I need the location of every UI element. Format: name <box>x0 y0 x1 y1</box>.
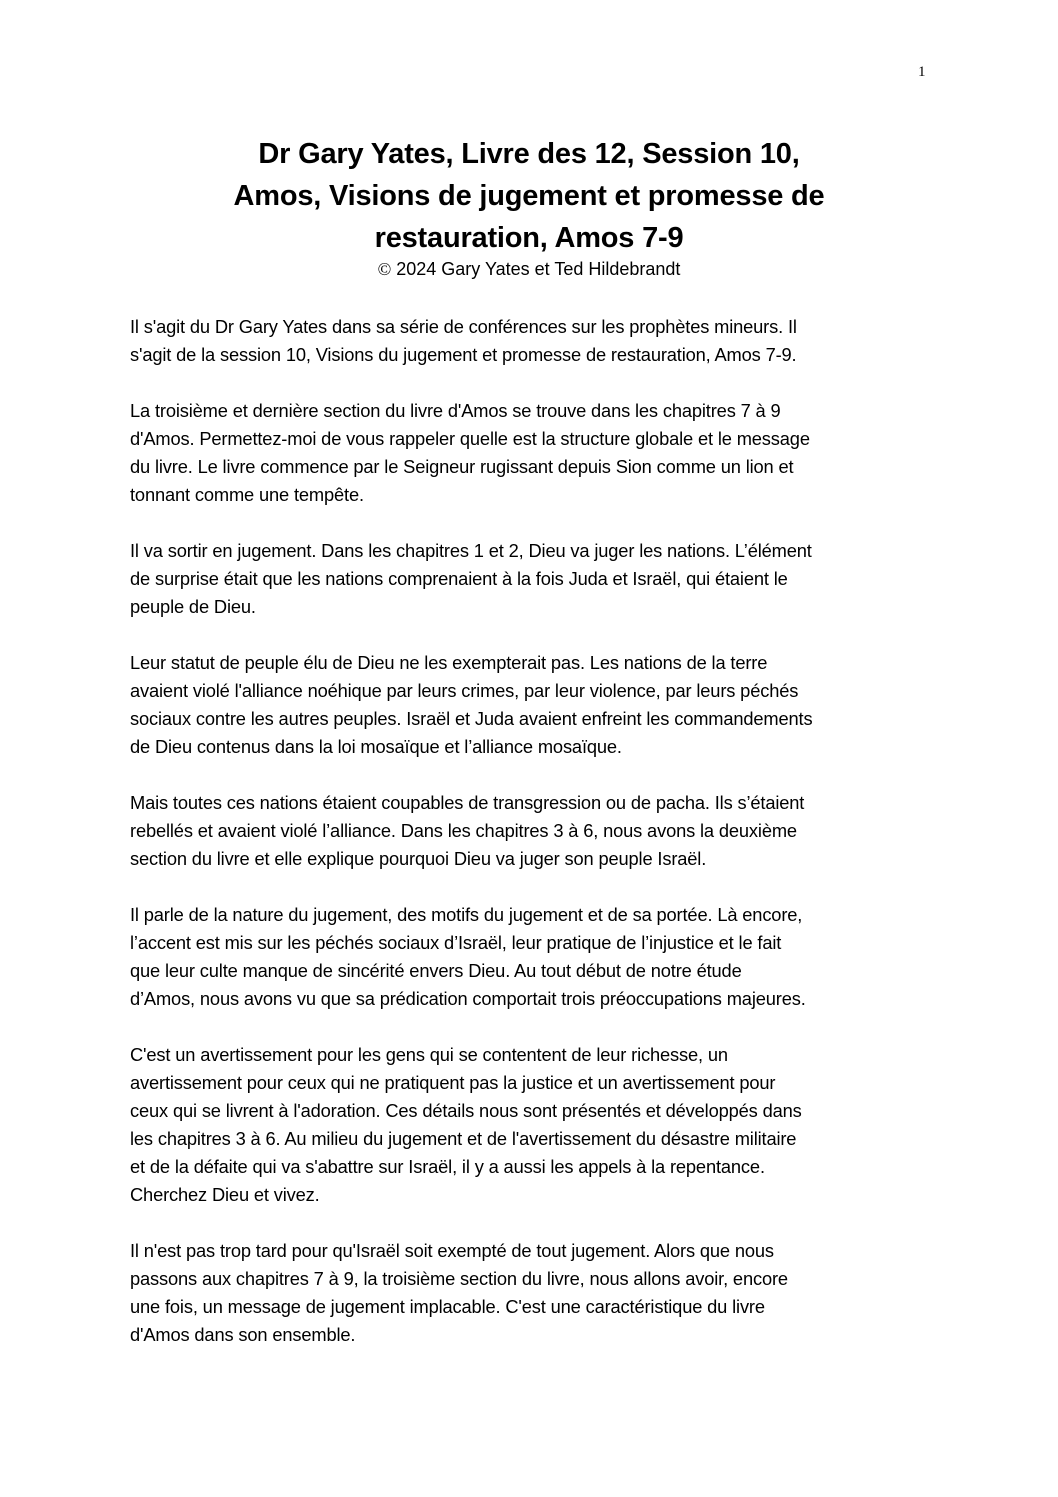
document-title-block <box>120 133 938 281</box>
text-line: avaient violé l'alliance noéhique par leurs crimes, par leur violence, par leurs péchés <box>130 680 799 701</box>
text-line: rebellés et avaient violé l’alliance. Dans les chapitres 3 à 6, nous avons la deuxième <box>130 820 797 841</box>
text-line: une fois, un message de jugement implacable. C'est une caractéristique du livre <box>130 1296 765 1317</box>
text-line: de Dieu contenus dans la loi mosaïque et l’alliance mosaïque. <box>130 736 622 757</box>
text-line: du livre. Le livre commence par le Seigneur rugissant depuis Sion comme un lion et <box>130 456 794 477</box>
paragraph-8 <box>130 1237 942 1349</box>
text-line: Il parle de la nature du jugement, des motifs du jugement et de sa portée. Là encore, <box>130 904 803 925</box>
paragraph-5 <box>130 789 942 873</box>
text-line: peuple de Dieu. <box>130 596 256 617</box>
text-line: de surprise était que les nations comprenaient à la fois Juda et Israël, qui étaient le <box>130 568 788 589</box>
text-line: tonnant comme une tempête. <box>130 484 364 505</box>
text-line: que leur culte manque de sincérité envers Dieu. Au tout début de notre étude <box>130 960 742 981</box>
copyright-symbol: © <box>377 259 392 279</box>
text-line: Il n'est pas trop tard pour qu'Israël soit exempté de tout jugement. Alors que nous <box>130 1240 774 1261</box>
text-line: d’Amos, nous avons vu que sa prédication comportait trois préoccupations majeures. <box>130 988 806 1009</box>
text-line: avertissement pour ceux qui ne pratiquent pas la justice et un avertissement pour <box>130 1072 776 1093</box>
paragraph-3 <box>130 537 942 621</box>
title-line-3: restauration, Amos 7-9 <box>374 222 684 254</box>
text-line: l’accent est mis sur les péchés sociaux d’Israël, leur pratique de l’injustice et le fait <box>130 932 782 953</box>
paragraph-2 <box>130 397 942 509</box>
text-line: d'Amos. Permettez-moi de vous rappeler quelle est la structure globale et le message <box>130 428 810 449</box>
text-line: s'agit de la session 10, Visions du jugement et promesse de restauration, Amos 7-9. <box>130 344 797 365</box>
copyright-text: 2024 Gary Yates et Ted Hildebrandt <box>391 259 681 279</box>
text-line: Mais toutes ces nations étaient coupables de transgression ou de pacha. Ils s’étaient <box>130 792 805 813</box>
text-line: La troisième et dernière section du livre d'Amos se trouve dans les chapitres 7 à 9 <box>130 400 781 421</box>
text-line: C'est un avertissement pour les gens qui se contentent de leur richesse, un <box>130 1044 728 1065</box>
text-line: les chapitres 3 à 6. Au milieu du jugement et de l'avertissement du désastre militaire <box>130 1128 797 1149</box>
paragraph-6 <box>130 901 942 1013</box>
text-line: et de la défaite qui va s'abattre sur Israël, il y a aussi les appels à la repentance. <box>130 1156 765 1177</box>
title-line-2: Amos, Visions de jugement et promesse de <box>233 180 825 212</box>
text-line: section du livre et elle explique pourquoi Dieu va juger son peuple Israël. <box>130 848 707 869</box>
text-line: sociaux contre les autres peuples. Israël et Juda avaient enfreint les commandements <box>130 708 813 729</box>
text-line: Il va sortir en jugement. Dans les chapitres 1 et 2, Dieu va juger les nations. L’élément <box>130 540 812 561</box>
copyright-notice <box>120 257 938 281</box>
text-line: passons aux chapitres 7 à 9, la troisième section du livre, nous allons avoir, encore <box>130 1268 788 1289</box>
text-line: d'Amos dans son ensemble. <box>130 1324 356 1345</box>
paragraph-7 <box>130 1041 942 1209</box>
text-line: Il s'agit du Dr Gary Yates dans sa série de conférences sur les prophètes mineurs. Il <box>130 316 797 337</box>
page-number: 1 <box>918 64 926 80</box>
text-line: Leur statut de peuple élu de Dieu ne les exempterait pas. Les nations de la terre <box>130 652 768 673</box>
text-line: Cherchez Dieu et vivez. <box>130 1184 320 1205</box>
title-line-1: Dr Gary Yates, Livre des 12, Session 10, <box>258 138 800 170</box>
paragraph-4 <box>130 649 942 761</box>
paragraph-1 <box>130 313 942 369</box>
text-line: ceux qui se livrent à l'adoration. Ces détails nous sont présentés et développés dans <box>130 1100 802 1121</box>
document-body <box>130 313 942 1377</box>
